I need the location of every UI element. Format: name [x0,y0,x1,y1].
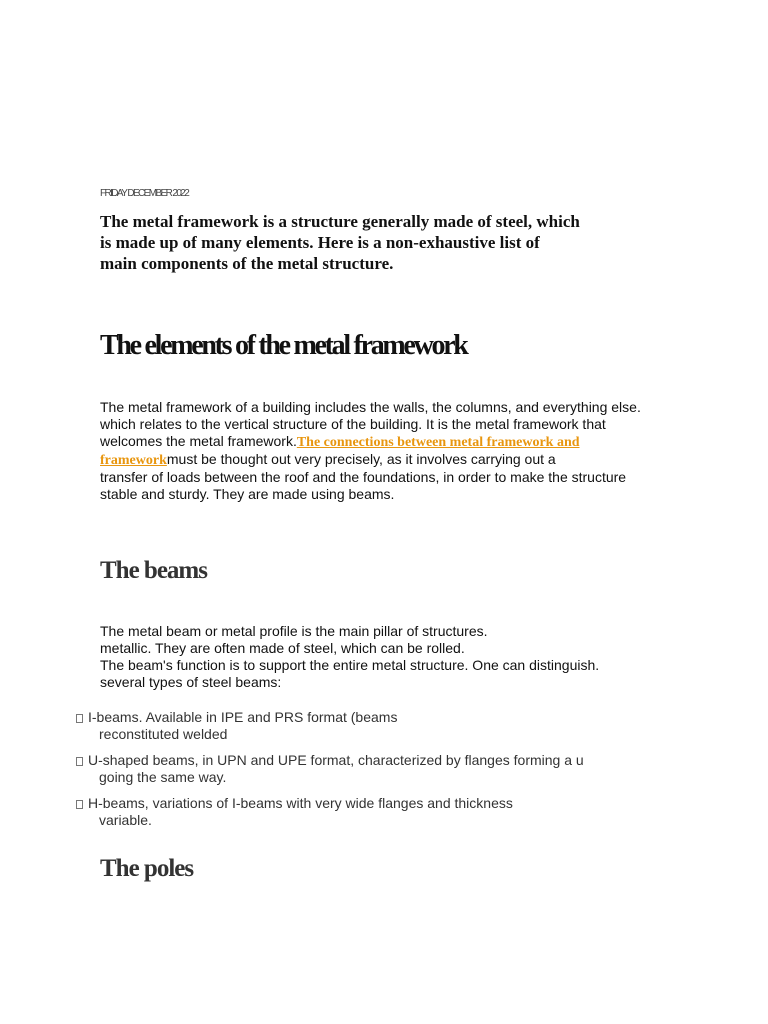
bullet-box-icon [76,714,83,723]
list-item-text: I-beams. Available in IPE and PRS format (beams [88,709,398,725]
heading-elements: The elements of the metal framework [100,330,467,361]
bullet-box-icon [76,800,83,809]
beam-types-list [76,709,696,838]
paragraph-line: The metal beam or metal profile is the main pillar of structures. [100,623,488,639]
paragraph-line [100,433,700,451]
paragraph-line: The beam's function is to support the entire metal structure. One can distinguish. [100,657,600,673]
bullet-box-icon [76,757,83,766]
paragraph-text: must be thought out very precisely, as it involves carrying out a [166,451,556,467]
heading-poles: The poles [100,855,194,882]
connections-link-continued[interactable]: framework [100,453,167,468]
list-item-text: going the same way. [99,769,227,785]
paragraph-beams [100,623,700,691]
list-item [76,709,696,743]
intro-paragraph [100,211,660,274]
intro-line: The metal framework is a structure generally made of steel, which [100,212,580,231]
list-item-text: U-shaped beams, in UPN and UPE format, characterized by flanges forming a u [88,752,584,768]
heading-beams: The beams [100,557,207,584]
list-item [76,752,696,786]
list-item-text: H-beams, variations of I-beams with very wide flanges and thickness [88,795,513,811]
paragraph-line: several types of steel beams: [100,674,282,690]
list-item-text: variable. [99,812,152,828]
paragraph-line: metallic. They are often made of steel, which can be rolled. [100,640,465,656]
list-item-text: reconstituted welded [99,726,228,742]
paragraph-line: transfer of loads between the roof and the foundations, in order to make the structure [100,469,627,485]
paragraph-line: The metal framework of a building includes the walls, the columns, and everything else. [100,399,641,415]
connections-link[interactable]: The connections between metal framework and [296,435,580,450]
intro-line: main components of the metal structure. [100,254,394,273]
paragraph-elements [100,399,700,503]
intro-line: is made up of many elements. Here is a non-exhaustive list of [100,233,540,252]
paragraph-line: which relates to the vertical structure of the building. It is the metal framework that [100,416,606,432]
paragraph-line [100,451,700,469]
list-item [76,795,696,829]
paragraph-line: stable and sturdy. They are made using beams. [100,486,395,502]
date-line: FRIDAY DECEMBER 2022 [100,188,189,199]
paragraph-text: welcomes the metal framework. [100,433,297,449]
